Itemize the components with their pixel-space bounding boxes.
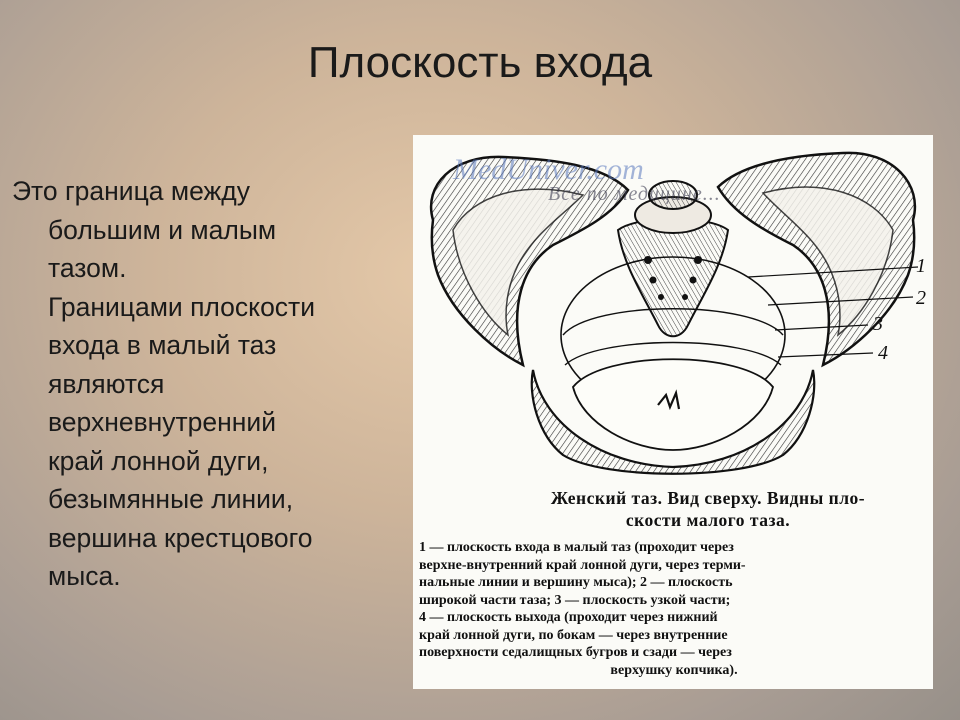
caption-line: нальные линии и вершину мыса); 2 — плоскость (419, 575, 733, 590)
body-line: Границами плоскости (48, 291, 315, 322)
body-line: большим и малым (48, 214, 277, 245)
slide-title: Плоскость входа (307, 38, 653, 87)
body-line: мыса. (48, 561, 121, 591)
plane-label-3: 3 (873, 313, 883, 335)
body-line: Это граница между (12, 176, 250, 206)
watermark-subtext: Все по медицине... (548, 183, 721, 205)
figure-caption-title (493, 487, 923, 531)
body-line: верхневнутренний (48, 407, 277, 437)
caption-title-line: скости малого таза. (625, 510, 791, 530)
plane-label-4: 4 (878, 342, 888, 364)
caption-line: поверхности седалищных бугров и сзади — через (419, 645, 732, 660)
body-line: безымянные линии, (48, 484, 294, 514)
caption-line: край лонной дуги, по бокам — через внутренние (419, 627, 728, 643)
body-line: тазом. (48, 253, 127, 283)
pelvis-figure (413, 135, 933, 689)
slide-body-text (12, 172, 407, 596)
body-line: вершина крестцового (48, 522, 313, 553)
caption-line: 1 — плоскость входа в малый таз (проходит через (419, 540, 734, 555)
sacrum (618, 219, 728, 337)
caption-line: верхушку копчика). (610, 662, 738, 678)
body-line: край лонной дуги, (48, 445, 269, 476)
plane-label-1: 1 (916, 255, 926, 277)
caption-title-line: Женский таз. Вид сверху. Видны пло- (550, 488, 866, 508)
plane-4-outlet (573, 359, 773, 450)
figure-caption-text (419, 539, 929, 679)
body-line: входа в малый таз (48, 330, 277, 360)
caption-line: широкой части таза; 3 — плоскость узкой части; (419, 592, 731, 608)
caption-line: 4 — плоскость выхода (проходит через нижний (419, 610, 718, 625)
watermark-text: MedUniver.com (453, 153, 644, 186)
plane-label-2: 2 (916, 287, 926, 309)
body-line: являются (48, 368, 165, 399)
caption-line: верхне-внутренний край лонной дуги, через терми- (419, 557, 746, 573)
